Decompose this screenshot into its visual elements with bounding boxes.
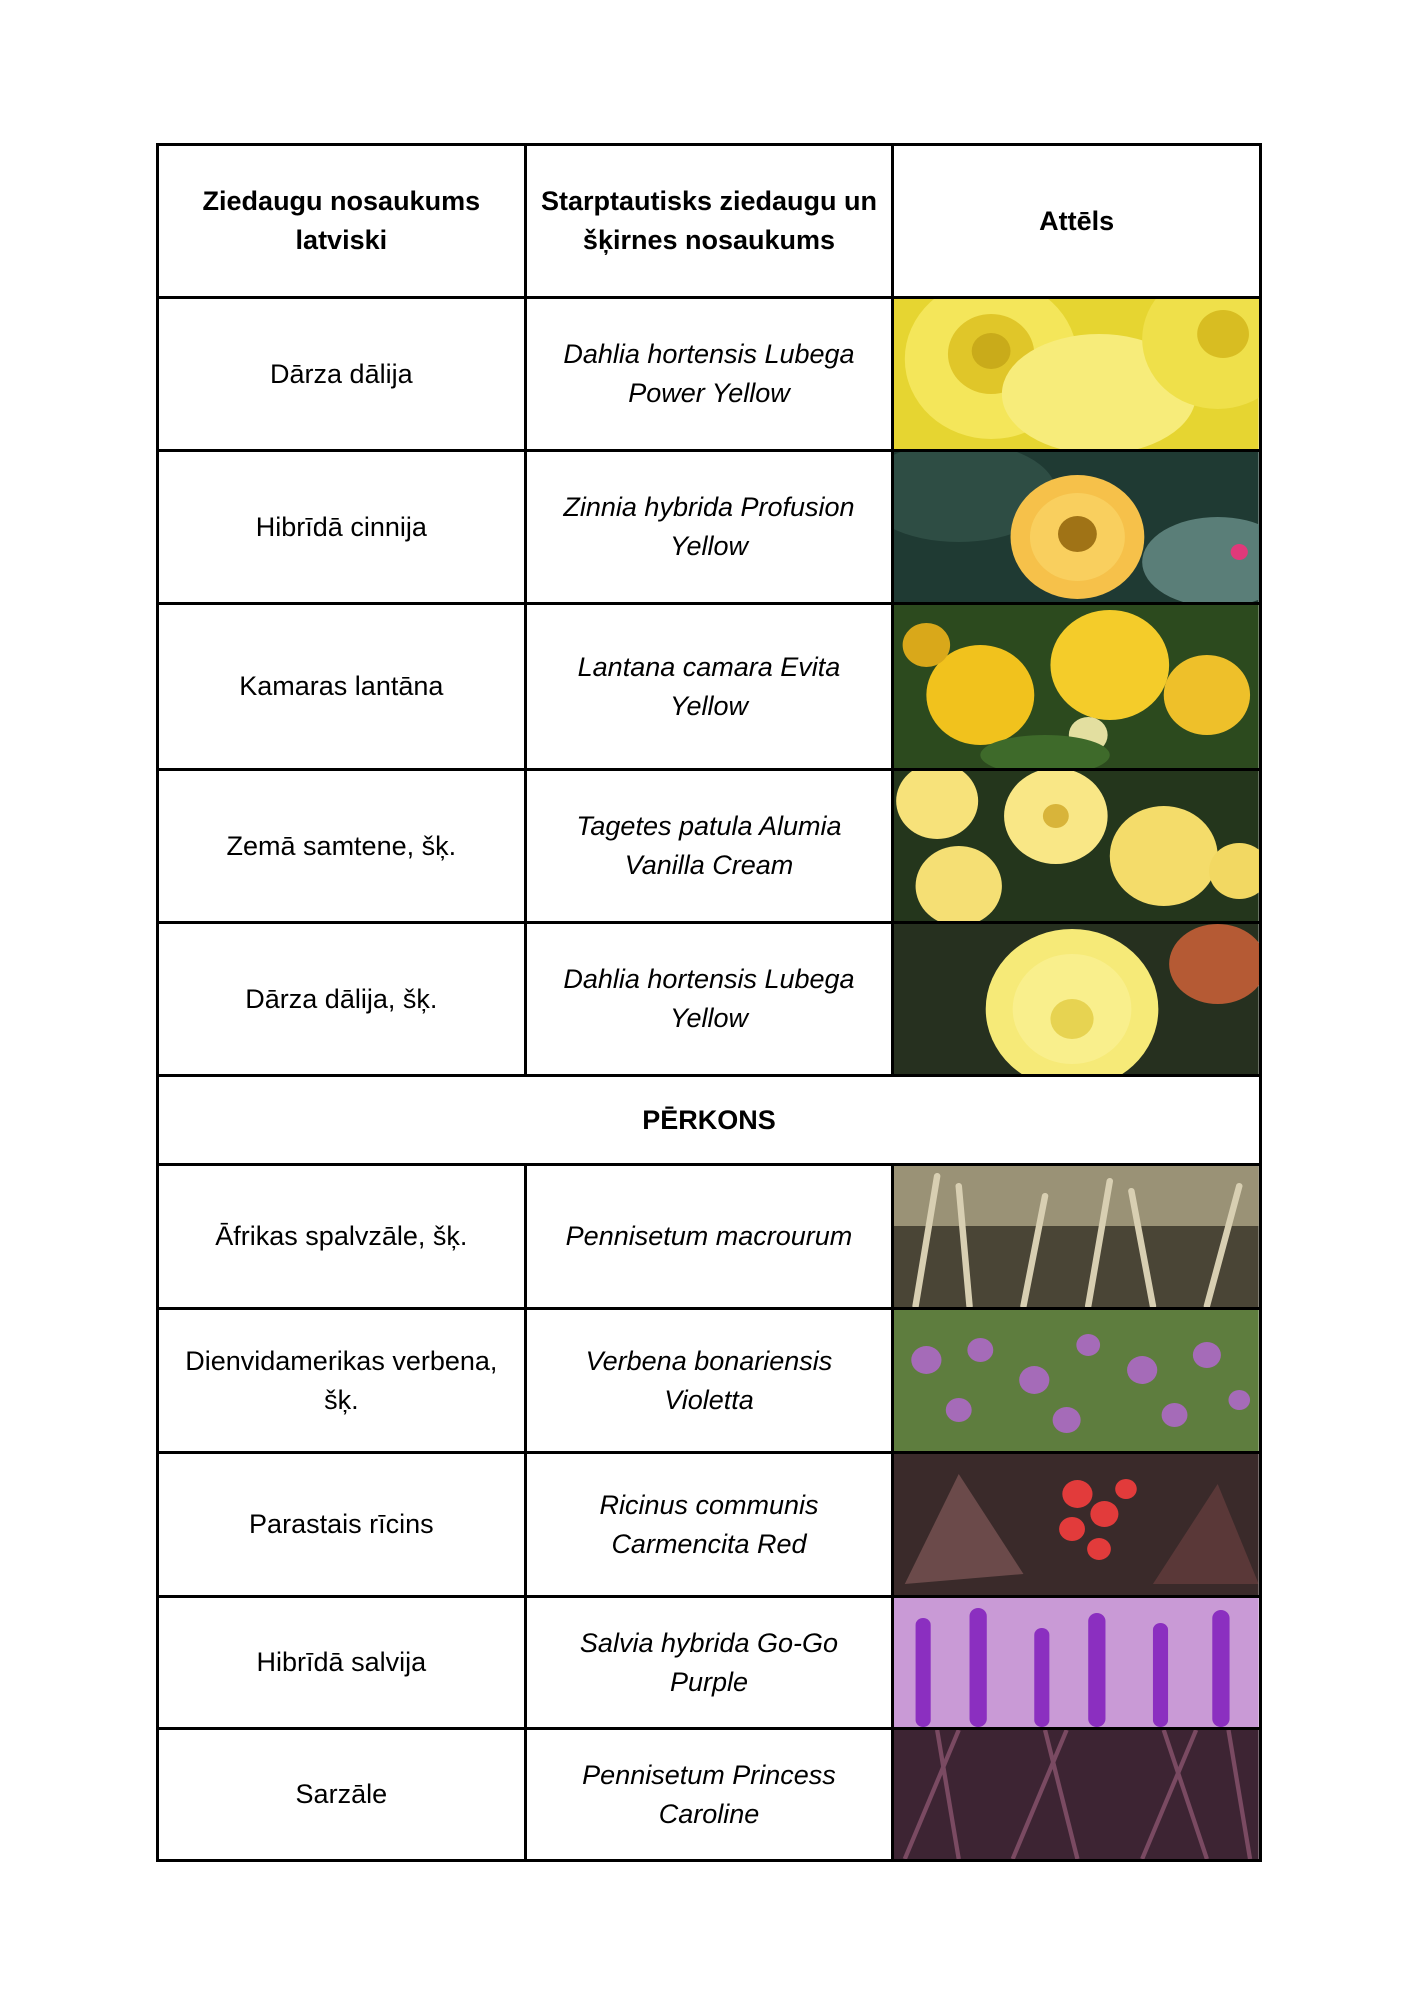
latvian-name: Āfrikas spalvzāle, šķ. bbox=[158, 1165, 526, 1309]
table-row bbox=[158, 604, 1261, 770]
international-name: Tagetes patula Alumia Vanilla Cream bbox=[525, 770, 893, 923]
international-name: Lantana camara Evita Yellow bbox=[525, 604, 893, 770]
latvian-name: Dārza dālija, šķ. bbox=[158, 923, 526, 1076]
international-name: Ricinus communis Carmencita Red bbox=[525, 1453, 893, 1597]
table-row bbox=[158, 1729, 1261, 1861]
table-row bbox=[158, 923, 1261, 1076]
flower-image-cell bbox=[893, 1729, 1261, 1861]
flower-image-cell bbox=[893, 1597, 1261, 1729]
international-name: Pennisetum Princess Caroline bbox=[525, 1729, 893, 1861]
purple-fountain-grass-photo bbox=[894, 1730, 1259, 1859]
header-row bbox=[158, 145, 1261, 298]
flower-image-cell bbox=[893, 1309, 1261, 1453]
international-name: Zinnia hybrida Profusion Yellow bbox=[525, 451, 893, 604]
yellow-dahlia-photo bbox=[894, 299, 1259, 449]
ricinus-photo bbox=[894, 1454, 1259, 1595]
flower-image-cell bbox=[893, 1453, 1261, 1597]
international-name: Salvia hybrida Go-Go Purple bbox=[525, 1597, 893, 1729]
latvian-name: Hibrīdā cinnija bbox=[158, 451, 526, 604]
table-row bbox=[158, 1309, 1261, 1453]
flower-image-cell bbox=[893, 1165, 1261, 1309]
table-row bbox=[158, 770, 1261, 923]
flower-table bbox=[156, 143, 1262, 1862]
latvian-name: Kamaras lantāna bbox=[158, 604, 526, 770]
section-title: PĒRKONS bbox=[158, 1076, 1261, 1165]
yellow-dahlia-closeup-photo bbox=[894, 924, 1259, 1074]
yellow-lantana-photo bbox=[894, 605, 1259, 768]
verbena-photo bbox=[894, 1310, 1259, 1451]
yellow-zinnia-photo bbox=[894, 452, 1259, 602]
table-row bbox=[158, 1165, 1261, 1309]
flower-image-cell bbox=[893, 604, 1261, 770]
latvian-name: Zemā samtene, šķ. bbox=[158, 770, 526, 923]
latvian-name: Dārza dālija bbox=[158, 298, 526, 451]
header-latvian-name: Ziedaugu nosaukums latviski bbox=[158, 145, 526, 298]
latvian-name: Sarzāle bbox=[158, 1729, 526, 1861]
cream-marigold-photo bbox=[894, 771, 1259, 921]
international-name: Verbena bonariensis Violetta bbox=[525, 1309, 893, 1453]
table-row bbox=[158, 451, 1261, 604]
latvian-name: Dienvidamerikas verbena, šķ. bbox=[158, 1309, 526, 1453]
section-row bbox=[158, 1076, 1261, 1165]
table-row bbox=[158, 298, 1261, 451]
feather-grass-photo bbox=[894, 1166, 1259, 1307]
salvia-photo bbox=[894, 1598, 1259, 1727]
international-name: Dahlia hortensis Lubega Power Yellow bbox=[525, 298, 893, 451]
latvian-name: Parastais rīcins bbox=[158, 1453, 526, 1597]
flower-image-cell bbox=[893, 298, 1261, 451]
header-international-name: Starptautisks ziedaugu un šķirnes nosaukums bbox=[525, 145, 893, 298]
flower-image-cell bbox=[893, 451, 1261, 604]
international-name: Pennisetum macrourum bbox=[525, 1165, 893, 1309]
header-image: Attēls bbox=[893, 145, 1261, 298]
flower-image-cell bbox=[893, 770, 1261, 923]
latvian-name: Hibrīdā salvija bbox=[158, 1597, 526, 1729]
international-name: Dahlia hortensis Lubega Yellow bbox=[525, 923, 893, 1076]
table-row bbox=[158, 1453, 1261, 1597]
table-row bbox=[158, 1597, 1261, 1729]
flower-image-cell bbox=[893, 923, 1261, 1076]
